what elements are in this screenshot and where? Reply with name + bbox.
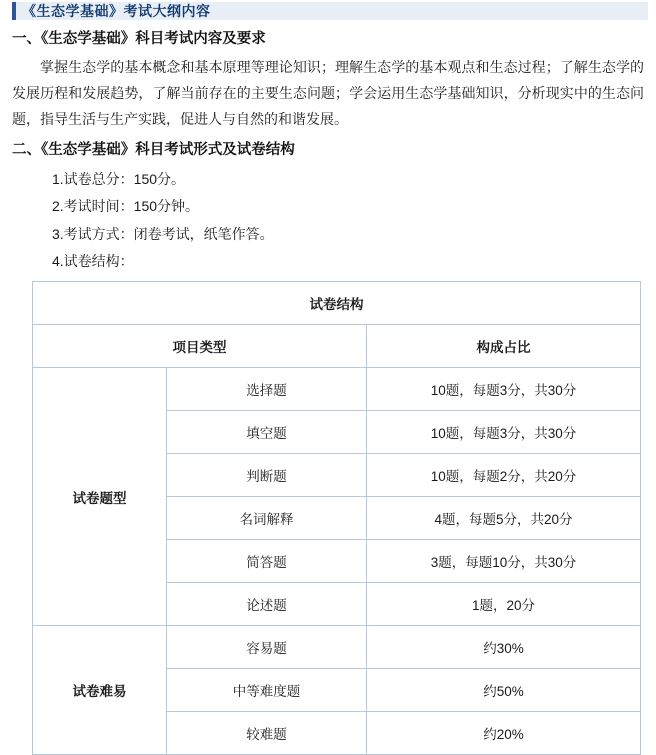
table-cell-ratio: 1题，20分 <box>367 583 641 626</box>
table-cell-ratio: 4题，每题5分，共20分 <box>367 497 641 540</box>
list-item: 3.考试方式：闭卷考试，纸笔作答。 <box>52 225 274 242</box>
list-item: 2.考试时间：150分钟。 <box>52 198 200 215</box>
table-cell-type: 选择题 <box>167 368 367 411</box>
table-cell-ratio: 10题，每题3分，共30分 <box>367 411 641 454</box>
table-cell-ratio: 3题，每题10分，共30分 <box>367 540 641 583</box>
section-heading-1: 一、《生态学基础》科目考试内容及要求 <box>12 31 266 47</box>
table-cell-type: 容易题 <box>167 626 367 669</box>
table-cell-type: 简答题 <box>167 540 367 583</box>
table-row <box>33 368 641 411</box>
table-cell-type: 论述题 <box>167 583 367 626</box>
table-cell-type: 中等难度题 <box>167 669 367 712</box>
list-item: 1.试卷总分：150分。 <box>52 171 186 188</box>
exam-structure-table <box>32 281 641 755</box>
banner-title: 《生态学基础》考试大纲内容 <box>22 3 211 19</box>
table-cell-ratio: 约30% <box>367 626 641 669</box>
table-row <box>33 325 641 368</box>
table-cell-type: 较难题 <box>167 712 367 755</box>
table-group-label: 试卷题型 <box>33 368 167 626</box>
table-group-label: 试卷难易 <box>33 626 167 755</box>
exam-structure-table-wrapper <box>12 281 644 755</box>
table-cell-ratio: 约50% <box>367 669 641 712</box>
table-row <box>33 282 641 325</box>
table-row <box>33 626 641 669</box>
table-cell-type: 判断题 <box>167 454 367 497</box>
table-header-type: 项目类型 <box>33 325 367 368</box>
table-cell-ratio: 约20% <box>367 712 641 755</box>
table-cell-ratio: 10题，每题3分，共30分 <box>367 368 641 411</box>
table-caption: 试卷结构 <box>33 282 641 325</box>
table-cell-type: 名词解释 <box>167 497 367 540</box>
list-item: 4.试卷结构： <box>52 252 134 269</box>
page-banner <box>12 0 644 22</box>
section-paragraph-1: 掌握生态学的基本概念和基本原理等理论知识；理解生态学的基本观点和生态过程；了解生态学的发展历程和发展趋势，了解当前存在的主要生态问题；学会运用生态学基础知识，分析现实中的生态问题，指导生活与生产实践，促进人与自然的和谐发展。 <box>12 59 644 127</box>
table-cell-type: 填空题 <box>167 411 367 454</box>
table-header-ratio: 构成占比 <box>367 325 641 368</box>
table-cell-ratio: 10题，每题2分，共20分 <box>367 454 641 497</box>
section-heading-2: 二、《生态学基础》科目考试形式及试卷结构 <box>12 141 295 158</box>
